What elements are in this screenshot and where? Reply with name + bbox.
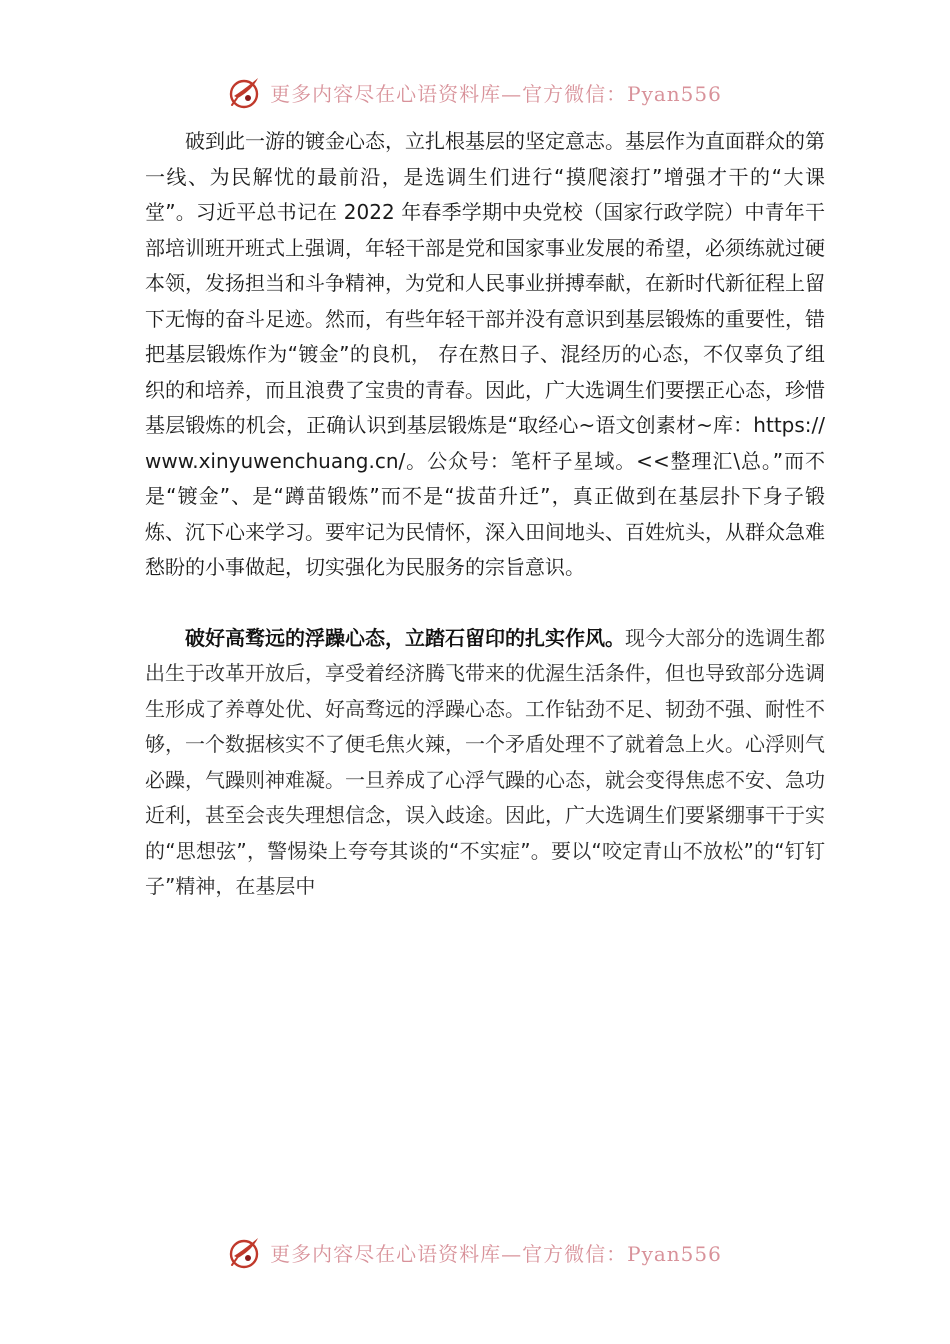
footer-watermark [0, 1230, 950, 1274]
paragraph-1: 破到此一游的镀金心态，立扎根基层的坚定意志。基层作为直面群众的第一线、为民解忧的最前沿，是选调生们进行“摸爬滚打”增强才干的“大课堂”。习近平总书记在 2022 年春季学期中央党校（国家行政学院）中青年干部培训班开班式上强调，年轻干部是党和国家事业发展的希望，必须练就过硬本领，发扬担当和斗争精神，为党和人民事业拼搏奉献，在新时代新征程上留下无悔的奋斗足迹。然而，有些年轻干部并没有意识到基层锻炼的重要性，错把基层锻炼作为“镀金”的良机， 存在熬日子、混经历的心态，不仅辜负了组织的和培养，而且浪费了宝贵的青春。因此，广大选调生们要摆正心态，珍惜基层锻炼的机会，正确认识到基层锻炼是“取经心~语文创素材~库：https://www.xinyuwenchuang.cn/。公众号：笔杆子星域。<<整理汇\总。”而不是“镀金”、是“蹲苗锻炼”而不是“拔苗升迁”，真正做到在基层扑下身子锻炼、沉下心来学习。要牢记为民情怀，深入田间地头、百姓炕头，从群众急难愁盼的小事做起，切实强化为民服务的宗旨意识。 [145, 129, 825, 579]
footer-watermark-text: 更多内容尽在心语资料库—官方微信：Pyan556 [270, 1241, 722, 1266]
paragraph-2 [145, 621, 825, 905]
header-watermark-text: 更多内容尽在心语资料库—官方微信：Pyan556 [270, 81, 722, 106]
header-watermark [0, 70, 950, 114]
quill-pen-logo-icon [228, 1234, 264, 1270]
document-body [145, 124, 825, 905]
paragraph-2-lead: 破好高骛远的浮躁心态，立踏石留印的扎实作风。 [185, 625, 625, 650]
quill-pen-logo-icon [228, 74, 264, 110]
paragraph-2-text: 现今大部分的选调生都出生于改革开放后，享受着经济腾飞带来的优渥生活条件，但也导致部分选调生形成了养尊处优、好高骛远的浮躁心态。工作钻劲不足、韧劲不强、耐性不够，一个数据核实不了便毛焦火辣，一个矛盾处理不了就着急上火。心浮则气必躁，气躁则神难凝。一旦养成了心浮气躁的心态，就会变得焦虑不安、急功近利，甚至会丧失理想信念，误入歧途。因此，广大选调生们要紧绷事干于实的“思想弦”，警惕染上夸夸其谈的“不实症”。要以“咬定青山不放松”的“钉钉子”精神，在基层中 [145, 625, 825, 898]
